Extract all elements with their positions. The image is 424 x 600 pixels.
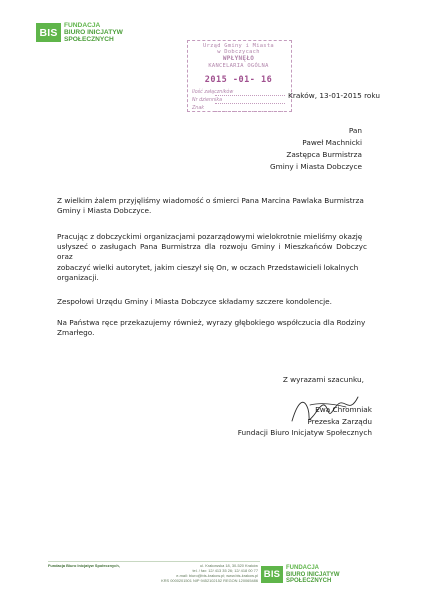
logo-mark: BIS bbox=[36, 23, 61, 42]
paragraph-line: organizacji. bbox=[57, 272, 99, 282]
signer-name: Ewa Chromniak bbox=[315, 405, 372, 414]
stamp-ref-label: Znak bbox=[192, 106, 205, 111]
recipient-title: Pan bbox=[348, 126, 362, 135]
stamp-office-dept: KANCELARIA OGÓLNA bbox=[208, 63, 269, 69]
received-stamp bbox=[187, 40, 292, 120]
footer-logo bbox=[261, 565, 340, 585]
footer-logo-line-3: SPOŁECZNYCH bbox=[286, 578, 332, 585]
logo-line-3: SPOŁECZNYCH bbox=[64, 36, 114, 44]
paragraph-line: usłyszeć o zasługach Pana Burmistrza dla rozwoju Gminy i Mieszkańców Dobczyc oraz bbox=[57, 242, 367, 262]
footer-ids: KRS 0000201501 NIP 9452102152 REGON 120065486 bbox=[161, 578, 258, 583]
paragraph-line: Zmarłego. bbox=[57, 328, 95, 338]
recipient-office: Gminy i Miasta Dobczyce bbox=[269, 162, 362, 171]
paragraph-1 bbox=[57, 196, 367, 216]
signer-block bbox=[238, 404, 372, 439]
footer-contact bbox=[48, 563, 258, 583]
footer-logo-line-2: BIURO INICJATYW bbox=[286, 571, 340, 578]
paragraph-2 bbox=[57, 232, 367, 283]
recipient-address bbox=[270, 125, 362, 173]
recipient-name: Paweł Machnicki bbox=[302, 138, 362, 147]
footer-logo-mark: BIS bbox=[261, 566, 283, 583]
stamp-ref-line bbox=[215, 111, 285, 112]
stamp-received: WPŁYNĘŁO bbox=[222, 55, 255, 62]
paragraph-line: zobaczyć wielki autorytet, jakim cieszył się On, w oczach Przedstawicieli lokalnych bbox=[57, 262, 359, 272]
paragraph-line: Gminy i Miasta Dobczyce. bbox=[57, 206, 152, 216]
footer-logo-text bbox=[286, 565, 340, 585]
logo-text bbox=[64, 22, 123, 44]
logo-line-1: FUNDACJA bbox=[64, 22, 101, 29]
signer-role: Prezeska Zarządu bbox=[307, 416, 372, 426]
footer-email: e-mail: biuro@bis-krakow.pl; www.bis-krakow.pl bbox=[176, 573, 258, 578]
header-logo bbox=[36, 22, 123, 44]
stamp-date: 2015 -01- 16 bbox=[204, 75, 273, 85]
footer-divider bbox=[48, 561, 260, 562]
stamp-attachments-label: Ilość załączników bbox=[192, 90, 234, 95]
paragraph-4 bbox=[57, 318, 367, 338]
paragraph-line: Z wielkim żalem przyjęliśmy wiadomość o śmierci Pana Marcina Pawlaka Burmistrza bbox=[57, 196, 364, 205]
closing-phrase: Z wyrazami szacunku, bbox=[282, 375, 364, 384]
stamp-attachments-line bbox=[215, 95, 285, 96]
paragraph-line: Na Państwa ręce przekazujemy również, wyrazy głębokiego współczucia dla Rodziny bbox=[57, 318, 366, 327]
paragraph-line: Zespołowi Urzędu Gminy i Miasta Dobczyce składamy szczere kondolencje. bbox=[57, 297, 332, 306]
place-date: Kraków, 13-01-2015 roku bbox=[288, 91, 380, 100]
footer-address: ul. Krakowska 18, 30-520 Kraków bbox=[200, 563, 258, 568]
stamp-town: w Dobczycach bbox=[217, 49, 260, 55]
paragraph-3 bbox=[57, 297, 367, 307]
footer-org: Fundacja Biuro Inicjatyw Społecznych, bbox=[48, 563, 120, 568]
paragraph-line: Pracując z dobczyckimi organizacjami pozarządowymi wielokrotnie mieliśmy okazję bbox=[57, 232, 363, 241]
stamp-journal-line bbox=[215, 103, 285, 104]
footer-phone: tel. / fax: 12/ 413 35 26; 12/ 418 00 77 bbox=[192, 568, 258, 573]
logo-line-2: BIURO INICJATYW bbox=[64, 29, 123, 37]
stamp-journal-label: Nr dziennika bbox=[192, 98, 223, 103]
stamp-office: Urząd Gminy i Miasta bbox=[203, 43, 274, 49]
footer-logo-line-1: FUNDACJA bbox=[286, 565, 319, 571]
signer-organization: Fundacji Biuro Inicjatyw Społecznych bbox=[237, 428, 372, 438]
recipient-position: Zastępca Burmistrza bbox=[286, 150, 362, 159]
